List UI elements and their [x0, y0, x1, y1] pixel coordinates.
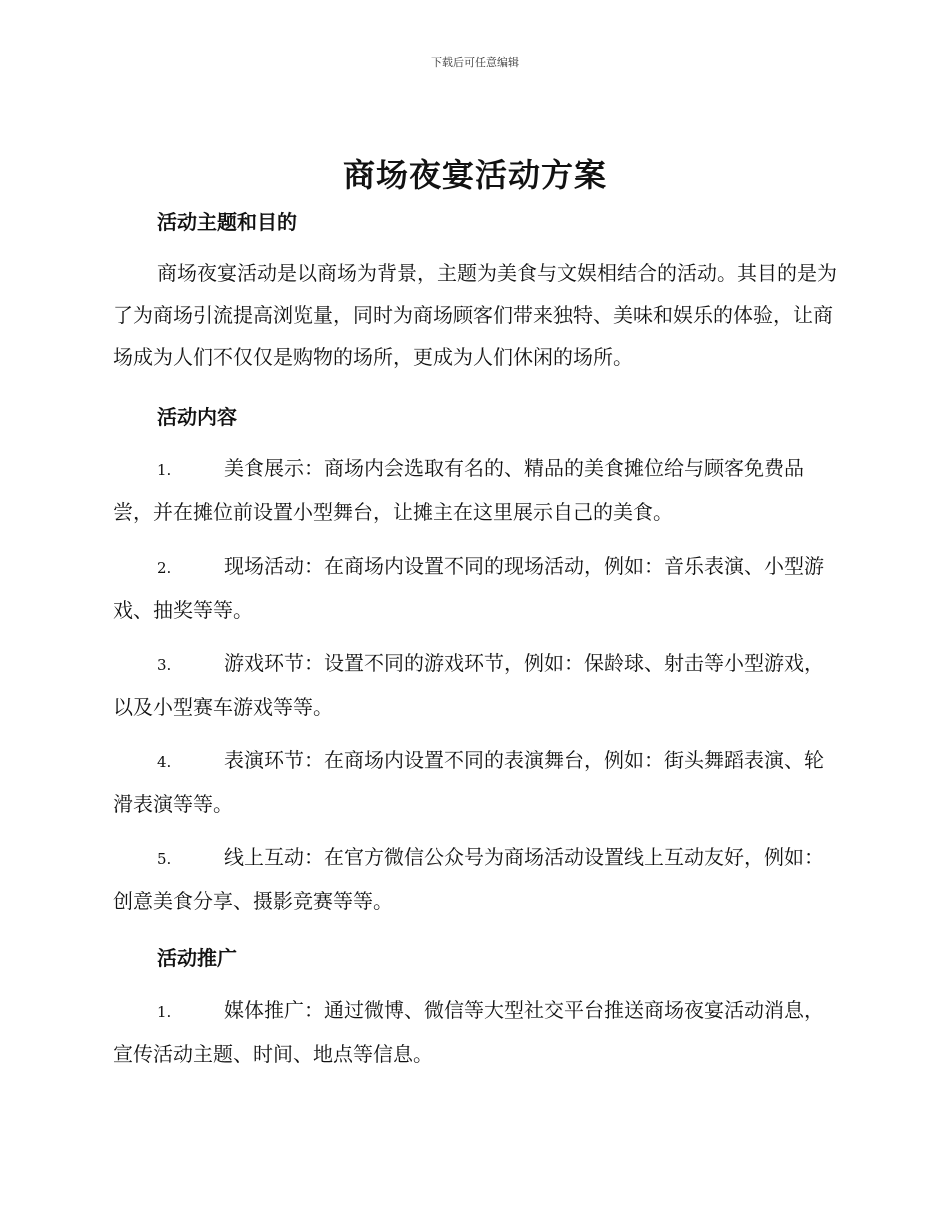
list-item-number: 2.: [157, 559, 172, 577]
list-item: [113, 989, 837, 1075]
paragraph-text: 商场夜宴活动是以商场为背景，主题为美食与文娱相结合的活动。其目的是为了为商场引流提高浏览量，同时为商场顾客们带来独特、美味和娱乐的体验，让商场成为人们不仅仅是购物的场所，更成为人们休闲的场所。: [113, 261, 837, 369]
list-item: [113, 545, 837, 631]
list-item-number: 1.: [157, 461, 172, 479]
list-item-number: 1.: [157, 1003, 172, 1021]
list-item: [113, 836, 837, 922]
list-item-number: 3.: [157, 656, 172, 674]
list-item: [113, 642, 837, 728]
document-title: 商场夜宴活动方案: [342, 156, 607, 194]
list-item: [113, 447, 837, 533]
list-item-number: 5.: [157, 850, 172, 868]
section-heading-promotion: 活动推广: [157, 946, 237, 970]
list-item-text: 游戏环节：设置不同的游戏环节，例如：保龄球、射击等小型游戏，以及小型赛车游戏等等。: [113, 651, 824, 719]
header-note: 下载后可任意编辑: [431, 56, 519, 69]
list-item-number: 4.: [157, 753, 172, 771]
list-item-text: 现场活动：在商场内设置不同的现场活动，例如：音乐表演、小型游戏、抽奖等等。: [113, 554, 824, 622]
section-paragraph-theme: [113, 252, 837, 378]
list-item: [113, 739, 837, 825]
list-item-text: 表演环节：在商场内设置不同的表演舞台，例如：街头舞蹈表演、轮滑表演等等。: [113, 748, 824, 816]
list-item-text: 线上互动：在官方微信公众号为商场活动设置线上互动友好，例如：创意美食分享、摄影竞赛等等。: [113, 845, 824, 913]
list-item-text: 美食展示：商场内会选取有名的、精品的美食摊位给与顾客免费品尝，并在摊位前设置小型舞台，让摊主在这里展示自己的美食。: [113, 456, 804, 524]
section-heading-content: 活动内容: [157, 405, 237, 429]
list-item-text: 媒体推广：通过微博、微信等大型社交平台推送商场夜宴活动消息，宣传活动主题、时间、地点等信息。: [113, 998, 824, 1066]
section-heading-theme: 活动主题和目的: [157, 210, 297, 234]
